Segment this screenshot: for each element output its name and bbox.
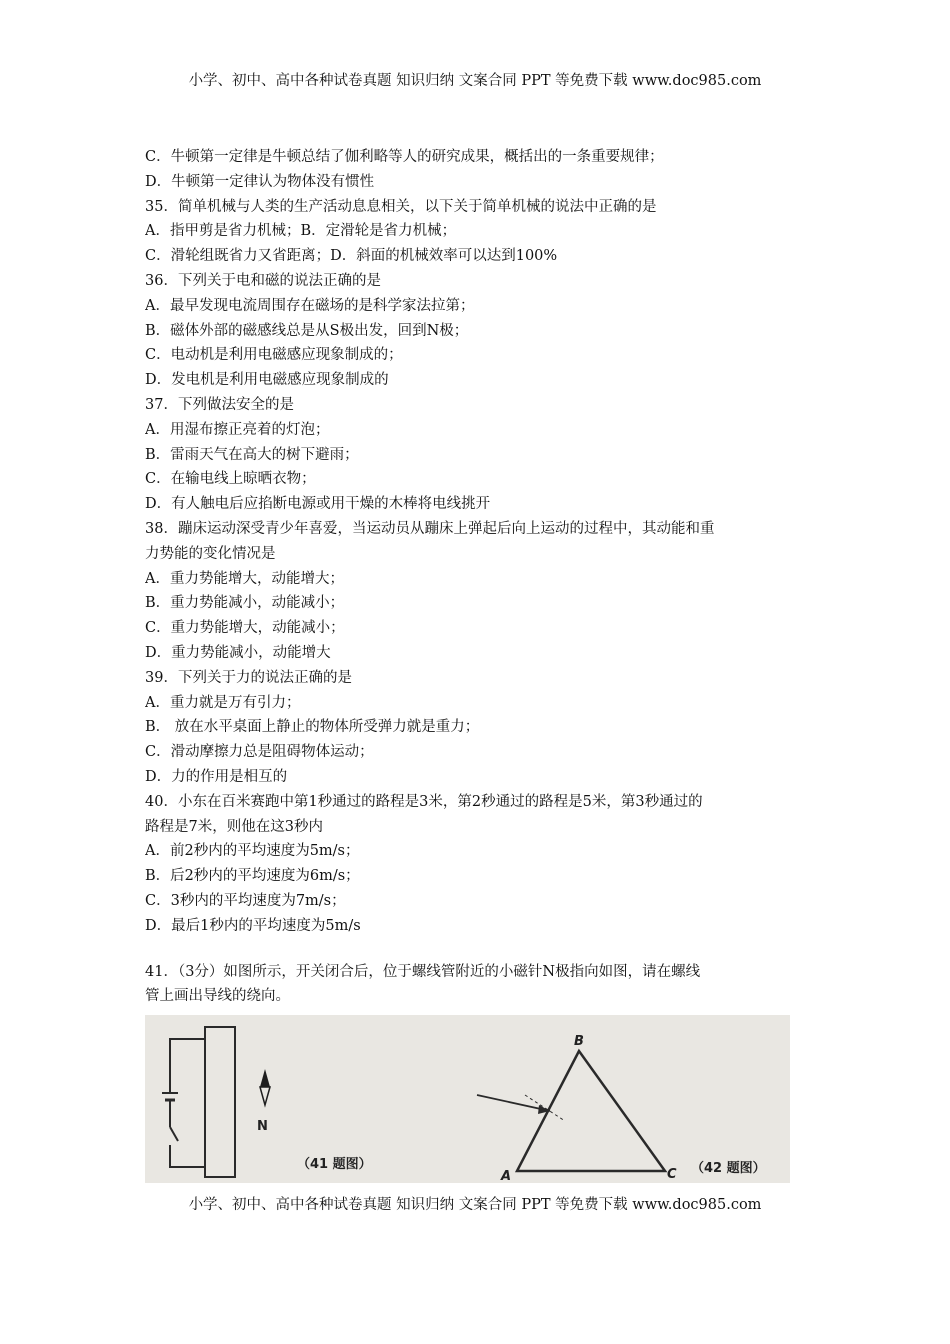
question-41-stem: 41．（3分）如图所示，开关闭合后，位于螺线管附近的小磁针N极指向如图，请在螺线 <box>145 963 701 980</box>
solenoid <box>205 1027 235 1177</box>
option-line: A．重力势能增大，动能增大； <box>145 570 344 587</box>
figure-42-caption: （42 题图） <box>691 1161 766 1176</box>
option-line: D．最后1秒内的平均速度为5m/s <box>145 917 361 934</box>
compass-south-half <box>260 1087 270 1105</box>
option-line: D．重力势能减小，动能增大 <box>145 644 331 661</box>
option-line: C．滑动摩擦力总是阻碍物体运动； <box>145 744 374 761</box>
vertex-c-label: C <box>667 1167 677 1182</box>
option-line: A．前2秒内的平均速度为5m/s； <box>145 843 360 860</box>
option-line: D．力的作用是相互的 <box>145 768 288 785</box>
compass-north-half <box>260 1069 270 1087</box>
compass-needle <box>260 1069 270 1105</box>
question-body <box>145 145 810 1009</box>
figure-41-caption: （41 题图） <box>297 1157 372 1172</box>
prism-diagram <box>477 1051 665 1171</box>
question-41-stem-cont: 管上画出导线的绕向。 <box>145 988 290 1005</box>
option-line: A．最早发现电流周围存在磁场的是科学家法拉第； <box>145 297 475 314</box>
compass-north-label: N <box>257 1119 268 1134</box>
option-line: B．雷雨天气在高大的树下避雨； <box>145 446 359 463</box>
option-line: A．用湿布擦正亮着的灯泡； <box>145 421 330 438</box>
option-line: C．滑轮组既省力又省距离；D．斜面的机械效率可以达到100% <box>145 248 558 265</box>
option-line: C．重力势能增大，动能减小； <box>145 620 345 637</box>
circuit-wire <box>170 1145 205 1167</box>
page-footer: 小学、初中、高中各种试卷真题 知识归纳 文案合同 PPT 等免费下载 www.doc985.com <box>188 1197 762 1213</box>
question-40-stem-cont: 路程是7米，则他在这3秒内 <box>145 818 323 835</box>
question-38-stem-cont: 力势能的变化情况是 <box>145 545 276 562</box>
vertex-a-label: A <box>501 1169 512 1183</box>
question-40-stem: 40．小东在百米赛跑中第1秒通过的路程是3米，第2秒通过的路程是5米，第3秒通过的 <box>145 793 703 810</box>
option-line: B．磁体外部的磁感线总是从S极出发，回到N极； <box>145 322 469 339</box>
option-line: C．牛顿第一定律是牛顿总结了伽利略等人的研究成果，概括出的一条重要规律； <box>145 149 664 165</box>
vertex-b-label: B <box>574 1034 584 1049</box>
option-line: D．牛顿第一定律认为物体没有惯性 <box>145 173 375 190</box>
question-37-stem: 37．下列做法安全的是 <box>145 396 294 413</box>
figure-scan <box>145 1015 790 1183</box>
option-line: D．有人触电后应掐断电源或用干燥的木棒将电线挑开 <box>145 496 491 513</box>
option-line: B．后2秒内的平均速度为6m/s； <box>145 868 360 885</box>
page-header: 小学、初中、高中各种试卷真题 知识归纳 文案合同 PPT 等免费下载 www.doc985.com <box>188 73 762 89</box>
option-line: C．电动机是利用电磁感应现象制成的； <box>145 347 403 364</box>
option-line: A．重力就是万有引力； <box>145 694 301 711</box>
option-line: B．重力势能减小，动能减小； <box>145 595 345 612</box>
question-39-stem: 39．下列关于力的说法正确的是 <box>145 669 352 686</box>
question-36-stem: 36．下列关于电和磁的说法正确的是 <box>145 272 381 289</box>
switch-blade <box>170 1127 178 1141</box>
option-line: B． 放在水平桌面上静止的物体所受弹力就是重力； <box>145 719 480 736</box>
option-line: C．3秒内的平均速度为7m/s； <box>145 892 346 909</box>
option-line: A．指甲剪是省力机械；B．定滑轮是省力机械； <box>145 223 457 240</box>
question-38-stem: 38．蹦床运动深受青少年喜爱，当运动员从蹦床上弹起后向上运动的过程中，其动能和重 <box>145 520 715 537</box>
option-line: C．在输电线上晾晒衣物； <box>145 471 316 488</box>
circuit-wire <box>170 1039 205 1093</box>
circuit-diagram <box>162 1027 235 1177</box>
question-35-stem: 35．简单机械与人类的生产活动息息相关，以下关于简单机械的说法中正确的是 <box>145 198 657 215</box>
figure-drawing <box>145 1015 790 1183</box>
option-line: D．发电机是利用电磁感应现象制成的 <box>145 372 389 389</box>
